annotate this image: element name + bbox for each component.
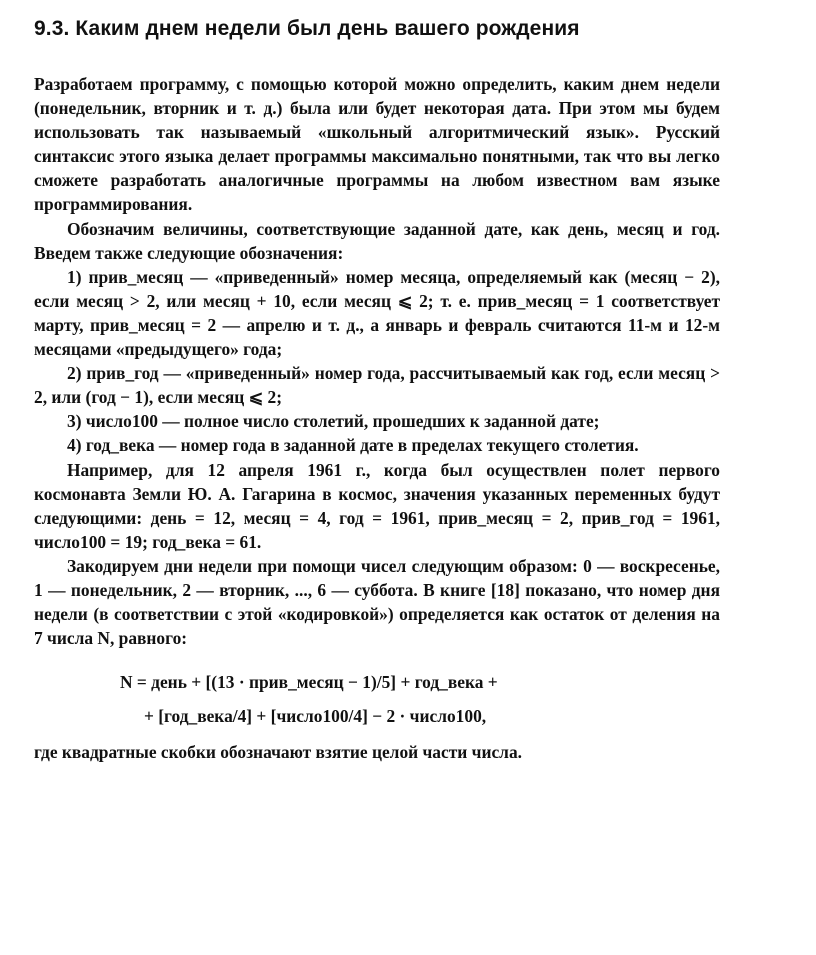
paragraph-item-3: 3) число100 — полное число столетий, прошедших к заданной дате; [67, 411, 600, 432]
section-title: 9.3. Каким днем недели был день вашего рождения [34, 17, 580, 40]
formula-line-1: N = день + [(13 · прив_месяц − 1)/5] + год_века + [120, 672, 498, 693]
paragraph-encoding: Закодируем дни недели при помощи чисел следующим образом: 0 — воскресенье, 1 — понедельник, 2 — вторник, ..., 6 — суббота. В книге [18] показано, что номер дня недели (в соответствии с этой «кодировкой») определяется как остаток от деления на 7 числа N, равного: [34, 555, 720, 649]
paragraph-item-2: 2) прив_год — «приведенный» номер года, рассчитываемый как год, если месяц > 2, или (год − 1), если месяц ⩽ 2; [34, 363, 720, 408]
paragraph-example: Например, для 12 апреля 1961 г., когда был осуществлен полет первого космонавта Земли Ю. А. Гагарина в космос, значения указанных переменных будут следующими: день = 12, месяц = 4, год = 1961, прив_месяц = 2, прив_год = 1961, число100 = 19; год_века = 61. [34, 459, 720, 552]
paragraph-closing: где квадратные скобки обозначают взятие целой части числа. [34, 742, 522, 763]
paragraph-notation: Обозначим величины, соответствующие заданной дате, как день, месяц и год. Введем также следующие обозначения: [34, 218, 720, 263]
formula-line-2: + [год_века/4] + [число100/4] − 2 · число100, [144, 706, 487, 727]
paragraph-item-4: 4) год_века — номер года в заданной дате в пределах текущего столетия. [67, 435, 639, 456]
formula-block [34, 670, 720, 728]
page [34, 16, 720, 764]
paragraph-intro: Разработаем программу, с помощью которой можно определить, каким днем недели (понедельник, вторник и т. д.) была или будет некоторая дата. При этом мы будем использовать так называемый «школьный алгоритмический язык». Русский синтаксис этого языка делает программы максимально понятными, так что вы легко сможете разработать аналогичные программы на любом известном вам языке программирования. [34, 74, 720, 215]
paragraph-item-1: 1) прив_месяц — «приведенный» номер месяца, определяемый как (месяц − 2), если месяц > 2, или месяц + 10, если месяц ⩽ 2; т. е. прив_месяц = 1 соответствует марту, прив_месяц = 2 — апрелю и т. д., а январь и февраль считаются 11-м и 12-м месяцами «предыдущего» года; [34, 266, 720, 360]
